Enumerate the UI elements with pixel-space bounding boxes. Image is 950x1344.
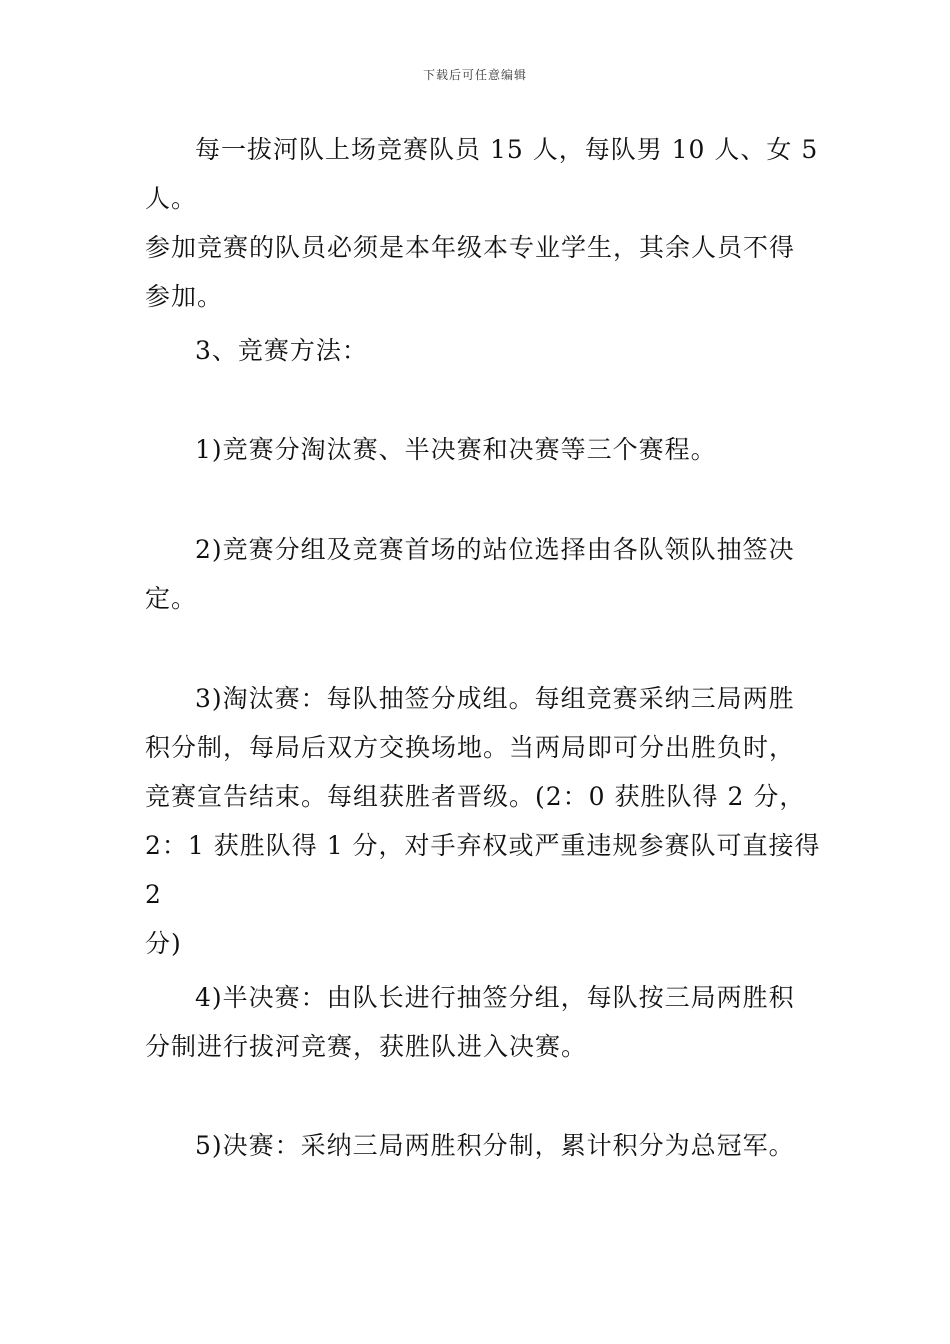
list-item-grouping: 2)竞赛分组及竞赛首场的站位选择由各队领队抽签决 定。 <box>145 535 795 613</box>
section-heading-competition-method: 3、竞赛方法： <box>195 336 368 365</box>
list-item-stages: 1)竞赛分淘汰赛、半决赛和决赛等三个赛程。 <box>195 435 717 464</box>
page-header-note: 下载后可任意编辑 <box>422 68 527 82</box>
paragraph-team-composition: 每一拔河队上场竞赛队员 15 人，每队男 10 人、女 5 人。 参加竞赛的队员必须是本年级本专业学生，其余人员不得 参加。 <box>145 135 819 311</box>
list-item-semifinal: 4)半决赛：由队长进行抽签分组，每队按三局两胜积 分制进行拔河竞赛，获胜队进入决赛。 <box>145 983 795 1061</box>
list-item-knockout: 3)淘汰赛：每队抽签分成组。每组竞赛采纳三局两胜 积分制，每局后双方交换场地。当两局即可分出胜负时， 竞赛宣告结束。每组获胜者晋级。(2：0 获胜队得 2 分， 2：1 获胜队得 1 分，对手弃权或严重违规参赛队可直接得 2 分) <box>145 684 821 958</box>
list-item-final: 5)决赛：采纳三局两胜积分制，累计积分为总冠军。 <box>195 1131 795 1160</box>
